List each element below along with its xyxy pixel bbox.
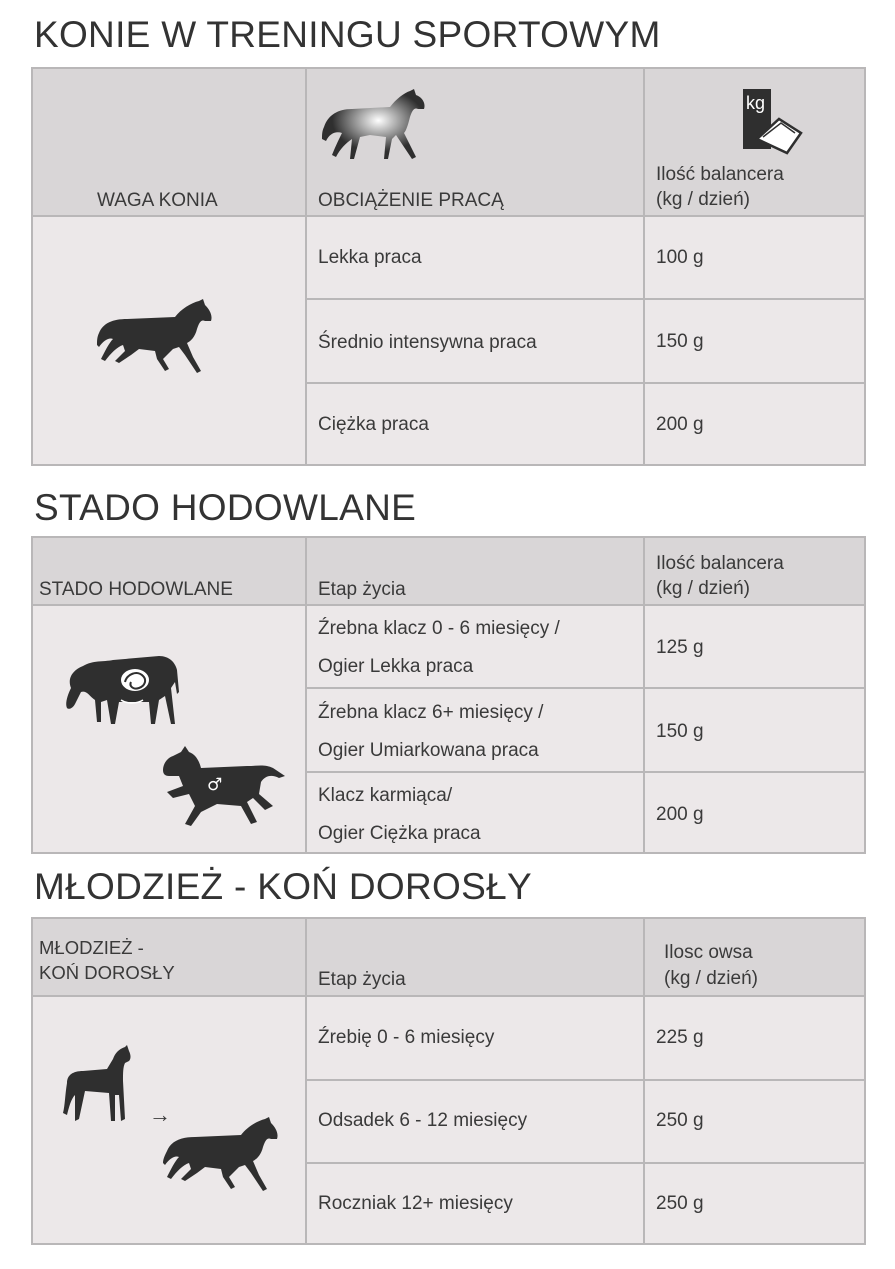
stage-cell: Ogier Umiarkowana praca <box>318 740 539 761</box>
stage-cell: Lekka praca <box>318 247 422 268</box>
amount-cell: 150 g <box>656 721 704 742</box>
header-life-stage: Etap życia <box>318 969 406 990</box>
table-training <box>31 67 866 466</box>
header-oats-line2: (kg / dzień) <box>664 968 758 989</box>
amount-cell: 250 g <box>656 1193 704 1214</box>
feed-bag-icon <box>743 89 807 155</box>
amount-cell: 200 g <box>656 804 704 825</box>
stage-cell: Ogier Ciężka praca <box>318 823 481 844</box>
amount-cell: 225 g <box>656 1027 704 1048</box>
section-title-training: KONIE W TRENINGU SPORTOWYM <box>34 14 661 55</box>
trotting-horse-icon <box>95 297 215 377</box>
amount-cell: 100 g <box>656 247 704 268</box>
header-amount-line2: (kg / dzień) <box>656 578 750 599</box>
foal-icon <box>63 1045 133 1125</box>
header-horse-weight: WAGA KONIA <box>97 190 218 211</box>
header-adult: KOŃ DOROSŁY <box>39 962 175 983</box>
stage-cell: Źrebna klacz 0 - 6 miesięcy / <box>318 618 560 639</box>
stage-cell: Ciężka praca <box>318 414 429 435</box>
section-title-youth-adult: MŁODZIEŻ - KOŃ DOROSŁY <box>34 866 532 907</box>
header-amount-line2: (kg / dzień) <box>656 189 750 210</box>
amount-cell: 200 g <box>656 414 704 435</box>
stage-cell: Średnio intensywna praca <box>318 332 537 353</box>
arrow-icon: → <box>149 1102 171 1127</box>
table-youth-adult <box>31 917 866 1245</box>
amount-cell: 250 g <box>656 1110 704 1131</box>
header-amount-line1: Ilość balancera <box>656 553 784 574</box>
header-workload: OBCIĄŻENIE PRACĄ <box>318 190 504 211</box>
header-breeding-herd: STADO HODOWLANE <box>39 579 233 600</box>
table-breeding <box>31 536 866 854</box>
header-youth: MŁODZIEŻ - <box>39 937 144 958</box>
stage-cell: Klacz karmiąca/ <box>318 785 453 806</box>
header-oats-line1: Ilosc owsa <box>664 942 753 963</box>
svg-text:♂: ♂ <box>207 775 223 795</box>
stage-cell: Roczniak 12+ miesięcy <box>318 1193 513 1214</box>
working-horse-icon <box>318 87 428 162</box>
amount-cell: 150 g <box>656 331 704 352</box>
stage-cell: Źrebna klacz 6+ miesięcy / <box>318 702 544 723</box>
section-title-breeding: STADO HODOWLANE <box>34 487 417 528</box>
header-life-stage: Etap życia <box>318 579 406 600</box>
stage-cell: Odsadek 6 - 12 miesięcy <box>318 1110 528 1131</box>
stage-cell: Źrebię 0 - 6 miesięcy <box>318 1027 495 1048</box>
adult-horse-icon <box>163 1115 279 1195</box>
header-amount-line1: Ilość balancera <box>656 164 784 185</box>
amount-cell: 125 g <box>656 637 704 658</box>
stage-cell: Ogier Lekka praca <box>318 656 474 677</box>
svg-text:kg: kg <box>746 93 766 113</box>
stallion-icon <box>161 746 287 828</box>
pregnant-mare-icon <box>63 648 181 728</box>
